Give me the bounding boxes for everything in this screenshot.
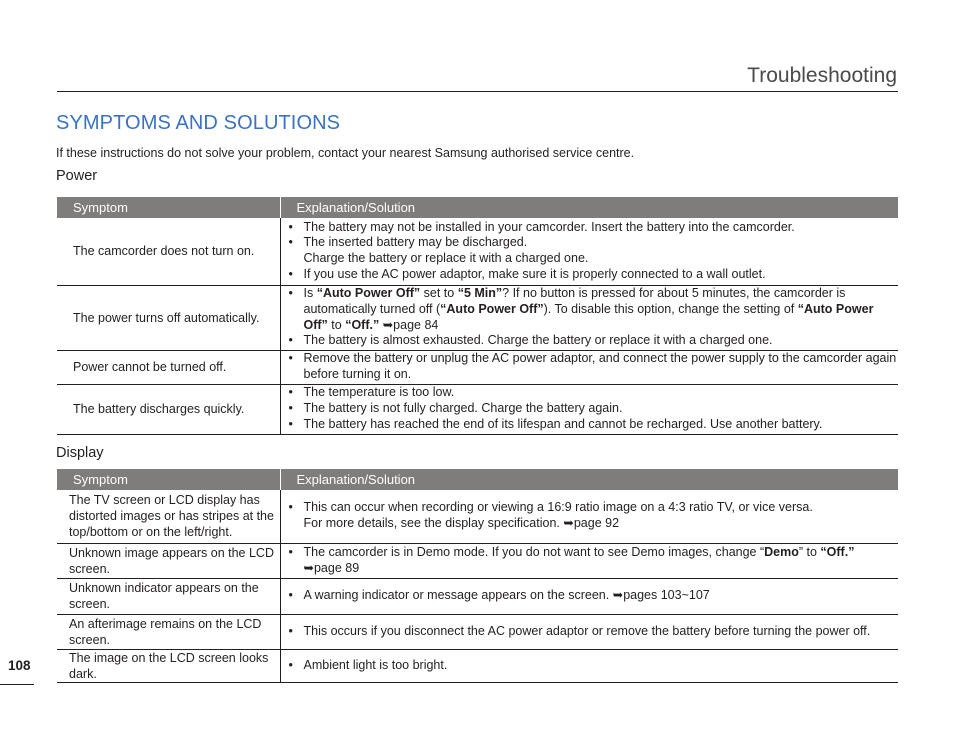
- header-divider: [57, 91, 898, 92]
- solution-cell: [280, 218, 898, 285]
- column-header-symptom: Symptom: [57, 469, 280, 490]
- list-item: • A warning indicator or message appears on the screen. ➥pages 103~107: [303, 588, 899, 604]
- symptom-cell: The power turns off automatically.: [57, 285, 280, 350]
- list-item: • The battery is not fully charged. Charge the battery again.: [303, 401, 899, 417]
- display-heading: Display: [56, 445, 104, 461]
- table-row: [57, 490, 898, 543]
- solution-cell: [280, 490, 898, 543]
- column-header-symptom: Symptom: [57, 197, 280, 218]
- list-item: • The battery may not be installed in your camcorder. Insert the battery into the camcorder.: [303, 220, 899, 236]
- page-header-title: Troubleshooting: [747, 64, 897, 87]
- list-item: • The battery is almost exhausted. Charge the battery or replace it with a charged one.: [303, 333, 899, 349]
- list-item: • Is “Auto Power Off” set to “5 Min”? If no button is pressed for about 5 minutes, the camcorder is automatically turned off (“Auto Power Off”). To disable this option, change the setting of “Auto Power Off” to “Off.” ➥page 84: [303, 286, 899, 333]
- table-header-row: [57, 469, 898, 490]
- table-row: [57, 578, 898, 614]
- solution-cell: [280, 350, 898, 384]
- section-title: SYMPTOMS AND SOLUTIONS: [56, 112, 341, 134]
- page-number-rule: [0, 684, 34, 685]
- intro-text: If these instructions do not solve your problem, contact your nearest Samsung authorised service centre.: [56, 146, 635, 160]
- display-table: [57, 469, 898, 683]
- page-reference-link[interactable]: ➥page 89: [303, 560, 360, 575]
- table-row: [57, 218, 898, 285]
- list-item: • Remove the battery or unplug the AC power adaptor, and connect the power supply to the camcorder again before turning it on.: [303, 351, 899, 383]
- symptom-cell: The camcorder does not turn on.: [57, 218, 280, 285]
- page-number: 108: [8, 658, 31, 673]
- list-item: • The battery has reached the end of its lifespan and cannot be recharged. Use another battery.: [303, 417, 899, 433]
- solution-cell: [280, 578, 898, 614]
- table-row: [57, 350, 898, 384]
- symptom-cell: The battery discharges quickly.: [57, 384, 280, 434]
- list-item: • The camcorder is in Demo mode. If you do not want to see Demo images, change “Demo” to “Off.”➥page 89: [303, 545, 899, 577]
- table-row: [57, 285, 898, 350]
- power-table: [57, 197, 898, 435]
- list-item: • This can occur when recording or viewing a 16:9 ratio image on a 4:3 ratio TV, or vice versa. For more details, see the display specification. ➥page 92: [303, 500, 899, 532]
- page-reference-link[interactable]: ➥pages 103~107: [612, 588, 710, 603]
- symptom-cell: An afterimage remains on the LCD screen.: [57, 614, 280, 649]
- table-row: [57, 614, 898, 649]
- column-header-solution: Explanation/Solution: [280, 197, 898, 218]
- symptom-cell: Unknown image appears on the LCD screen.: [57, 543, 280, 578]
- table-row: [57, 543, 898, 578]
- solution-cell: [280, 649, 898, 682]
- column-header-solution: Explanation/Solution: [280, 469, 898, 490]
- table-row: [57, 649, 898, 682]
- symptom-cell: Unknown indicator appears on the screen.: [57, 578, 280, 614]
- solution-cell: [280, 285, 898, 350]
- solution-cell: [280, 543, 898, 578]
- power-heading: Power: [56, 168, 98, 184]
- page-reference-link[interactable]: ➥page 84: [382, 317, 439, 332]
- symptom-cell: The image on the LCD screen looks dark.: [57, 649, 280, 682]
- list-item: • The temperature is too low.: [303, 385, 899, 401]
- list-item: • Ambient light is too bright.: [303, 658, 899, 674]
- list-item: • This occurs if you disconnect the AC power adaptor or remove the battery before turning the power off.: [303, 624, 899, 640]
- table-header-row: [57, 197, 898, 218]
- solution-cell: [280, 614, 898, 649]
- symptom-cell: The TV screen or LCD display has distorted images or has stripes at the top/bottom or on the left/right.: [57, 490, 280, 543]
- symptom-cell: Power cannot be turned off.: [57, 350, 280, 384]
- page-reference-link[interactable]: ➥page 92: [563, 516, 620, 531]
- table-row: [57, 384, 898, 434]
- list-item: • The inserted battery may be discharged. Charge the battery or replace it with a charged one.: [303, 235, 899, 267]
- list-item: • If you use the AC power adaptor, make sure it is properly connected to a wall outlet.: [303, 267, 899, 283]
- solution-cell: [280, 384, 898, 434]
